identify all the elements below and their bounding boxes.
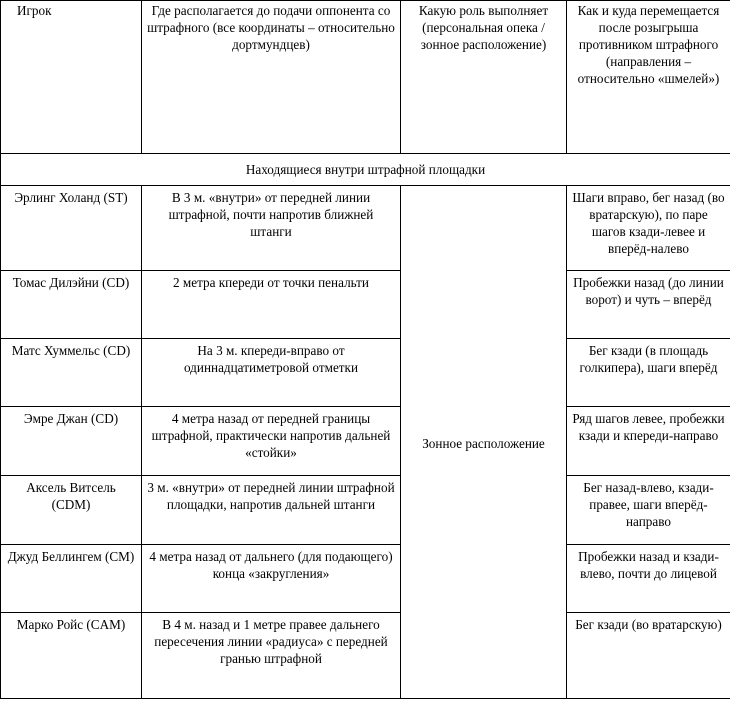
role-zonal: Зонное расположение	[401, 186, 567, 699]
header-position: Где располагается до подачи оппонента со штрафного (все координаты – относительно дортмундцев)	[142, 1, 401, 154]
player-position: 3 м. «внутри» от передней линии штрафной площадки, напротив дальней штанги	[142, 476, 401, 545]
section-title: Находящиеся внутри штрафной площадки	[1, 154, 730, 186]
player-name: Джуд Беллингем (CM)	[1, 545, 142, 613]
header-role: Какую роль выполняет (персональная опека / зонное расположение)	[401, 1, 567, 154]
header-movement: Как и куда перемещается после розыгрыша противником штрафного (направления – относительно «шмелей»)	[567, 1, 730, 154]
table-row	[1, 339, 730, 407]
player-name: Томас Дилэйни (CD)	[1, 271, 142, 339]
player-position: 4 метра назад от передней границы штрафной, практически напротив дальней «стойки»	[142, 407, 401, 476]
player-movement: Бег назад-влево, кзади-правее, шаги вперёд-направо	[567, 476, 730, 545]
player-movement: Пробежки назад и кзади-влево, почти до лицевой	[567, 545, 730, 613]
table-row	[1, 545, 730, 613]
header-player: Игрок	[1, 1, 142, 154]
player-movement: Шаги вправо, бег назад (во вратарскую), по паре шагов кзади-левее и вперёд-налево	[567, 186, 730, 271]
player-name: Эрлинг Холанд (ST)	[1, 186, 142, 271]
player-position: В 3 м. «внутри» от передней линии штрафной, почти напротив ближней штанги	[142, 186, 401, 271]
player-movement: Ряд шагов левее, пробежки кзади и кпереди-направо	[567, 407, 730, 476]
section-row	[1, 154, 730, 186]
player-position: На 3 м. кпереди-вправо от одиннадцатиметровой отметки	[142, 339, 401, 407]
table-row	[1, 186, 730, 271]
player-position: 4 метра назад от дальнего (для подающего) конца «закругления»	[142, 545, 401, 613]
table-row	[1, 476, 730, 545]
table-row	[1, 407, 730, 476]
table-row	[1, 613, 730, 699]
player-movement: Бег кзади (в площадь голкипера), шаги вперёд	[567, 339, 730, 407]
table-row	[1, 271, 730, 339]
player-movement: Бег кзади (во вратарскую)	[567, 613, 730, 699]
player-name: Марко Ройс (CAM)	[1, 613, 142, 699]
player-name: Эмре Джан (CD)	[1, 407, 142, 476]
player-name: Аксель Витсель (CDM)	[1, 476, 142, 545]
header-row	[1, 1, 730, 154]
player-position: 2 метра кпереди от точки пенальти	[142, 271, 401, 339]
player-movement: Пробежки назад (до линии ворот) и чуть – вперёд	[567, 271, 730, 339]
player-name: Матс Хуммельс (CD)	[1, 339, 142, 407]
player-position: В 4 м. назад и 1 метре правее дальнего пересечения линии «радиуса» с передней гранью штрафной	[142, 613, 401, 699]
